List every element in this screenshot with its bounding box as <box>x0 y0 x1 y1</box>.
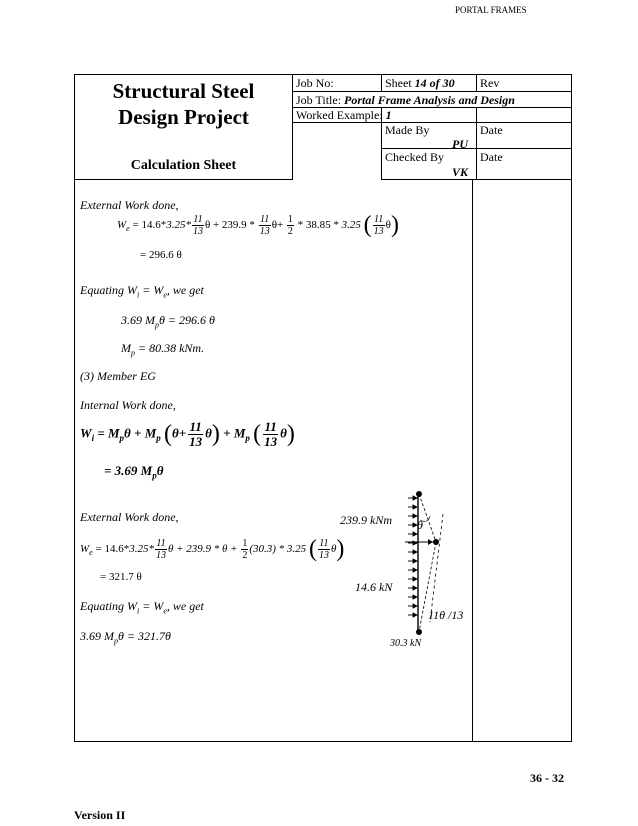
eq1-frac-4-num: 11 <box>374 214 384 225</box>
mp-eq2-a: M <box>121 341 131 355</box>
made-by-value: PU <box>452 137 468 151</box>
eq2-frac-3-num: 11 <box>319 538 329 549</box>
equating-2-a: Equating W <box>80 599 137 613</box>
checked-by-label: Checked By <box>385 150 444 164</box>
final-p: p <box>114 636 118 646</box>
wi-res-a: = 3.69 M <box>104 463 153 478</box>
worked-example-value: 1 <box>385 108 392 122</box>
eq1-frac-2-num: 11 <box>260 214 270 225</box>
wi-d: θ+ <box>172 425 187 441</box>
eq2-frac-1-num: 11 <box>156 538 166 549</box>
eq2-part-4: θ <box>330 543 337 556</box>
eq1-frac-4-den: 13 <box>373 226 384 237</box>
wi-frac-2 <box>263 420 278 449</box>
equating-1-mid: = W <box>139 283 164 297</box>
final-equation <box>80 629 171 645</box>
page-number: 36 - 32 <box>530 771 564 785</box>
project-title <box>74 78 293 130</box>
worked-example-label: Worked Example: <box>296 108 383 122</box>
version-label: Version II <box>74 808 126 822</box>
wi-i: i <box>91 433 95 444</box>
eq1-result: = 296.6 θ <box>140 249 182 261</box>
mp-eq1-p: p <box>155 320 159 330</box>
checked-by-value: VK <box>452 165 469 179</box>
moment-label: 239.9 kNm <box>340 513 392 527</box>
title-line-2: Design Project <box>118 105 249 129</box>
wi-f: + M <box>223 425 246 441</box>
eq2-frac-1 <box>155 538 167 561</box>
internal-work-result <box>104 463 163 481</box>
internal-work-heading: Internal Work done, <box>80 398 176 412</box>
load-label: 14.6 kN <box>355 580 393 594</box>
final-a: 3.69 M <box>80 629 114 643</box>
eq1-frac-3-num: 1 <box>287 214 293 225</box>
final-b: θ = 321.7θ <box>118 629 171 643</box>
mp-eq1-b: θ = 296.6 θ <box>159 313 215 327</box>
job-title-field <box>296 93 515 108</box>
eq2-part-2: θ + 239.9 * θ + <box>167 543 238 556</box>
eq2-frac-3-den: 13 <box>318 550 329 561</box>
worked-example-field <box>296 108 392 123</box>
equating-line-1 <box>80 283 204 299</box>
wi-b: = M <box>94 425 120 441</box>
eq1-part-1b: 3.25* <box>166 219 191 232</box>
eq1-frac-1-den: 13 <box>192 226 203 237</box>
equating-1-a: Equating W <box>80 283 137 297</box>
equating-1-end: , we get <box>166 283 204 297</box>
eq1-part-4b: 3.25 <box>341 219 361 232</box>
equating-1-i: i <box>137 290 140 300</box>
equating-line-2 <box>80 599 204 615</box>
title-line-1: Structural Steel <box>112 79 255 103</box>
eq1-frac-2 <box>259 214 271 237</box>
mp-equation-1 <box>121 313 215 329</box>
wi-frac-2-den: 13 <box>264 434 278 449</box>
wi-res-p: p <box>152 470 157 481</box>
equating-1-e: e <box>163 290 167 300</box>
eq1-part-1: = 14.6* <box>132 219 167 232</box>
rev-label: Rev <box>480 76 500 90</box>
eq2-part-1: = 14.6* <box>95 543 130 556</box>
date-label-2: Date <box>480 150 503 164</box>
sheet-value: 14 of 30 <box>414 76 455 90</box>
equating-2-e: e <box>163 606 167 616</box>
wi-frac-1-num: 11 <box>189 419 202 434</box>
eq1-part-4: * 38.85 * <box>297 219 339 232</box>
eq1-frac-1 <box>192 214 204 237</box>
wi-p1: p <box>119 433 125 444</box>
eq1-frac-1-num: 11 <box>193 214 203 225</box>
external-work-equation-1: $W_e = 14.6*3.25*$ $\frac{11}{13}$ θ + 239.9 * $\frac{11}{13}$ θ+ $\frac{1}{2}$ * 38.85 * 3.25 ( $\frac{11}{13}$ θ) <box>117 212 399 238</box>
mp-eq2-p: p <box>131 348 135 358</box>
moment-arrowhead <box>428 539 433 545</box>
eq2-part-3: (30.3) * 3.25 <box>249 543 307 556</box>
wi-p3: p <box>245 433 250 444</box>
eq2-result: = 321.7 θ <box>100 571 142 583</box>
eq1-frac-3-den: 2 <box>287 226 293 237</box>
eq2-frac-3 <box>318 538 330 561</box>
external-work-heading-2: External Work done, <box>80 510 179 524</box>
mp-equation-2 <box>121 341 204 357</box>
equating-2-i: i <box>137 606 140 616</box>
eq1-lhs: W <box>117 219 127 232</box>
wi-res-b: θ <box>156 463 164 478</box>
equating-2-mid: = W <box>139 599 164 613</box>
eq1-frac-4 <box>373 214 385 237</box>
sheet-field <box>385 76 455 91</box>
eq2-frac-2 <box>241 538 248 561</box>
wi-c: θ + M <box>124 425 157 441</box>
member-eg-diagram <box>330 480 480 660</box>
mp-eq1-a: 3.69 M <box>121 313 155 327</box>
job-title-value: Portal Frame Analysis and Design <box>344 93 515 107</box>
made-by-label: Made By <box>385 123 430 137</box>
distributed-load-arrows <box>408 496 417 617</box>
job-title-label: Job Title: <box>296 93 342 107</box>
eq1-part-3: θ+ <box>271 219 284 232</box>
external-work-equation-2: $W_e = 14.6*3.25*$ $\frac{11}{13}$ θ + 239.9 * θ + $\frac{1}{2}$ (30.3) * 3.25 ( $\frac{11}{13}$ θ) <box>80 536 345 562</box>
wi-frac-1 <box>188 420 203 449</box>
eq1-part-5: θ <box>385 219 391 232</box>
eq1-frac-3 <box>287 214 294 237</box>
wi-frac-2-num: 11 <box>264 419 277 434</box>
eq2-part-1b: 3.25* <box>129 543 154 556</box>
member-eg-heading: (3) Member EG <box>80 369 156 383</box>
base-load-label: 30.3 kN <box>390 638 422 649</box>
eq1-frac-2-den: 13 <box>259 226 270 237</box>
eq2-frac-2-den: 2 <box>242 550 248 561</box>
eq1-part-2: θ + 239.9 * <box>204 219 255 232</box>
calculation-sheet-label: Calculation Sheet <box>130 158 237 173</box>
eq1-sub: e <box>126 224 130 234</box>
theta-label: θ <box>417 518 423 532</box>
equating-2-end: , we get <box>166 599 204 613</box>
page-header: PORTAL FRAMES <box>455 5 527 15</box>
date-label-1: Date <box>480 123 503 137</box>
wi-a: W <box>80 425 92 441</box>
wi-g: θ <box>280 425 287 441</box>
sheet-label: Sheet <box>385 76 412 90</box>
mp-eq2-b: = 80.38 kNm. <box>135 341 205 355</box>
eq2-lhs: W <box>80 543 90 556</box>
external-work-heading-1: External Work done, <box>80 198 179 212</box>
wi-frac-1-den: 13 <box>189 434 203 449</box>
eq2-sub: e <box>89 548 93 558</box>
wi-p2: p <box>156 433 161 444</box>
displaced-shape-line <box>430 514 443 622</box>
eq2-frac-1-den: 13 <box>155 550 166 561</box>
job-no-label: Job No: <box>296 76 334 90</box>
internal-work-equation: $W_i = M_p\theta + M_p$ (θ+ $\frac{11}{13}$ $\theta) + M_p$ ( $\frac{11}{13}$ θ) <box>80 419 295 449</box>
rotation-label: 11θ /13 <box>428 608 464 622</box>
eq2-frac-2-num: 1 <box>242 538 248 549</box>
wi-e: θ <box>205 425 212 441</box>
